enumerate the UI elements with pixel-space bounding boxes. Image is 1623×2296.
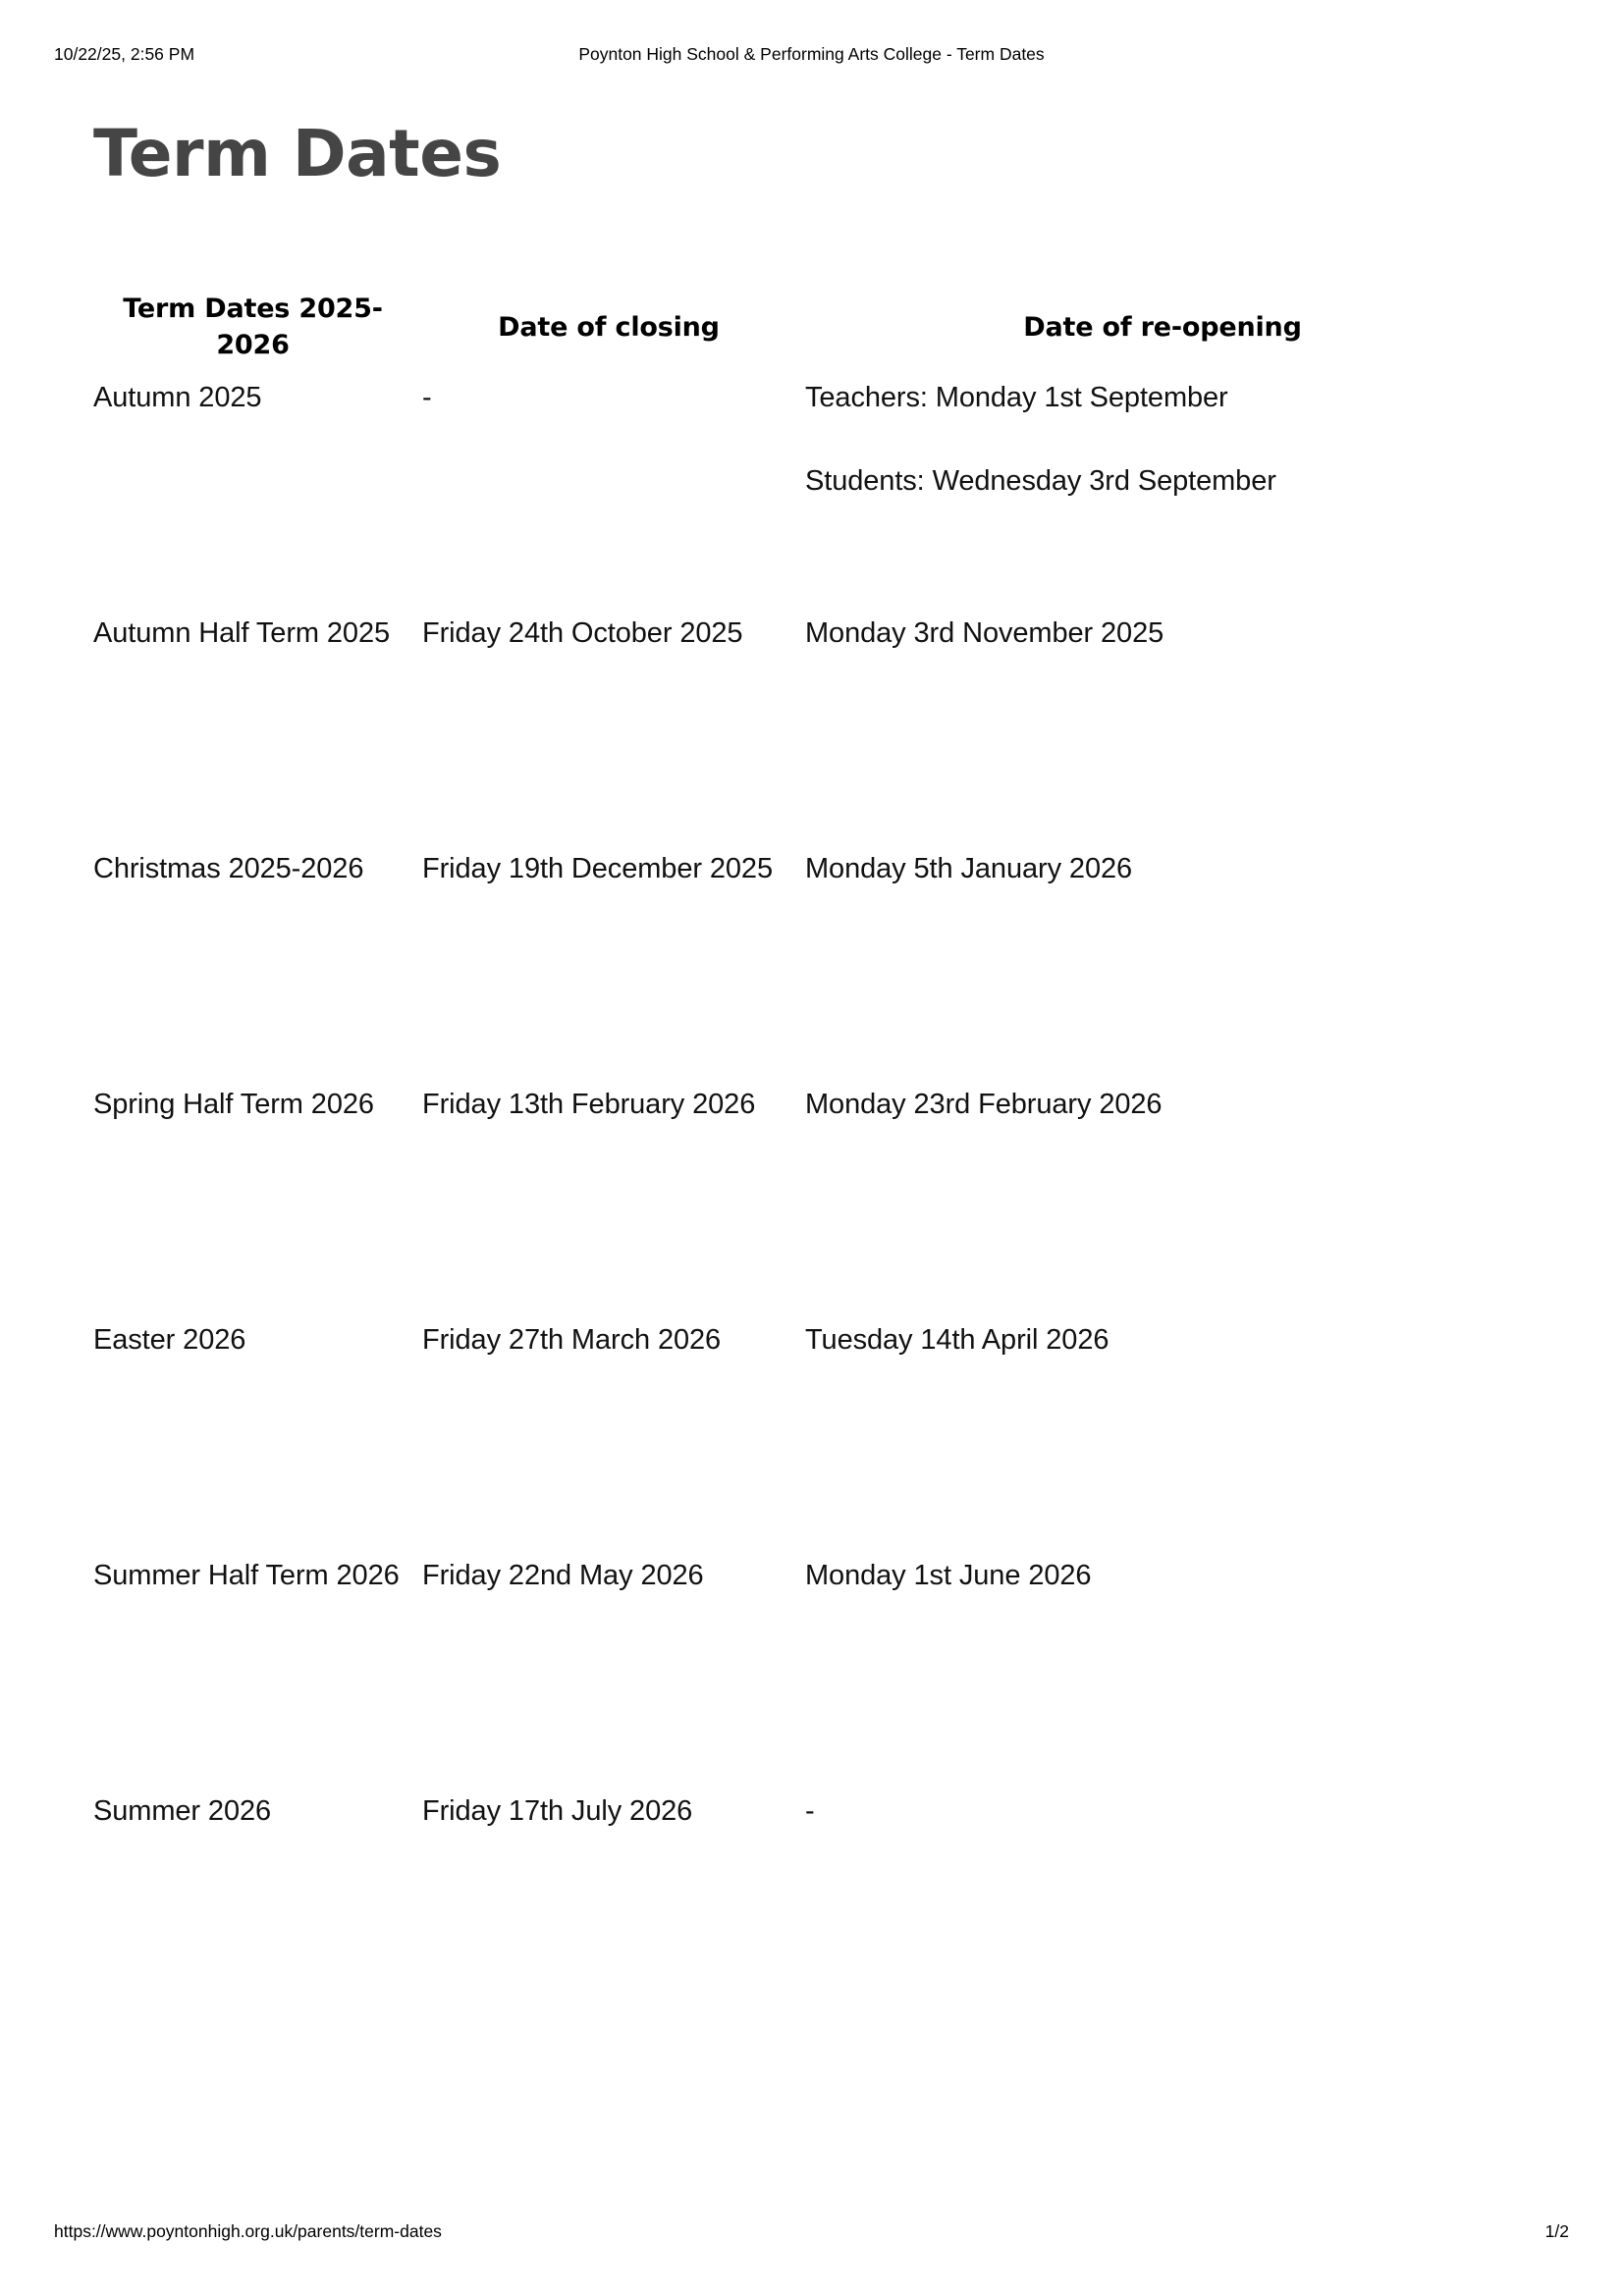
term-dates-table-wrapper: [0, 276, 1623, 1830]
cell-term-name: Summer 2026: [93, 1794, 272, 1827]
table-body: [93, 380, 1530, 1830]
reopening-line: Tuesday 14th April 2026: [805, 1323, 1109, 1356]
cell-date-of-reopening: [805, 615, 1530, 851]
table-row: [93, 1322, 1530, 1558]
cell-date-of-closing: Friday 22nd May 2026: [422, 1559, 704, 1591]
cell-term-name: Summer Half Term 2026: [93, 1559, 400, 1591]
table-row: [93, 380, 1530, 615]
table-row: [93, 851, 1530, 1087]
cell-date-of-closing: Friday 27th March 2026: [422, 1323, 722, 1356]
print-header-timestamp: 10/22/25, 2:56 PM: [54, 44, 195, 64]
reopening-line: Students: Wednesday 3rd September: [805, 464, 1276, 497]
table-row: [93, 1793, 1530, 1830]
print-footer-url: https://www.poyntonhigh.org.uk/parents/term-dates: [54, 2221, 442, 2241]
table-header-row: [93, 276, 1530, 380]
cell-date-of-reopening: [805, 1087, 1530, 1322]
reopening-line: Monday 23rd February 2026: [805, 1088, 1163, 1120]
column-header-term: Term Dates 2025-2026: [123, 294, 383, 360]
print-header-document-title: Poynton High School & Performing Arts College - Term Dates: [578, 44, 1045, 64]
reopening-line: Monday 3rd November 2025: [805, 616, 1164, 649]
cell-term-name: Autumn 2025: [93, 381, 262, 413]
cell-term-name: Spring Half Term 2026: [93, 1088, 374, 1120]
page-title: Term Dates: [93, 116, 502, 191]
reopening-line: -: [805, 1794, 815, 1827]
print-header: [0, 44, 1623, 68]
reopening-line: Monday 1st June 2026: [805, 1559, 1092, 1591]
cell-term-name: Christmas 2025-2026: [93, 852, 364, 884]
document-page: [0, 116, 1623, 1830]
print-footer: [0, 2221, 1623, 2245]
cell-date-of-closing: Friday 13th February 2026: [422, 1088, 756, 1120]
cell-date-of-closing: Friday 19th December 2025: [422, 852, 773, 884]
column-header-date-of-closing: Date of closing: [498, 311, 720, 343]
cell-term-name: Easter 2026: [93, 1323, 246, 1356]
cell-date-of-reopening: [805, 380, 1530, 615]
cell-term-name: Autumn Half Term 2025: [93, 616, 391, 649]
cell-date-of-closing: Friday 17th July 2026: [422, 1794, 693, 1827]
table-header: [93, 276, 1530, 380]
cell-date-of-closing: Friday 24th October 2025: [422, 616, 743, 649]
cell-date-of-reopening: [805, 1793, 1530, 1830]
cell-date-of-reopening: [805, 1322, 1530, 1558]
column-header-date-of-reopening: Date of re-opening: [1023, 311, 1302, 343]
reopening-line: Teachers: Monday 1st September: [805, 381, 1228, 413]
cell-date-of-reopening: [805, 851, 1530, 1087]
term-dates-table: [93, 276, 1530, 1830]
table-row: [93, 615, 1530, 851]
table-row: [93, 1087, 1530, 1322]
print-footer-page-number: 1/2: [1544, 2221, 1569, 2241]
cell-date-of-reopening: [805, 1558, 1530, 1793]
table-row: [93, 1558, 1530, 1793]
cell-date-of-closing: -: [422, 381, 432, 413]
reopening-line: Monday 5th January 2026: [805, 852, 1133, 884]
